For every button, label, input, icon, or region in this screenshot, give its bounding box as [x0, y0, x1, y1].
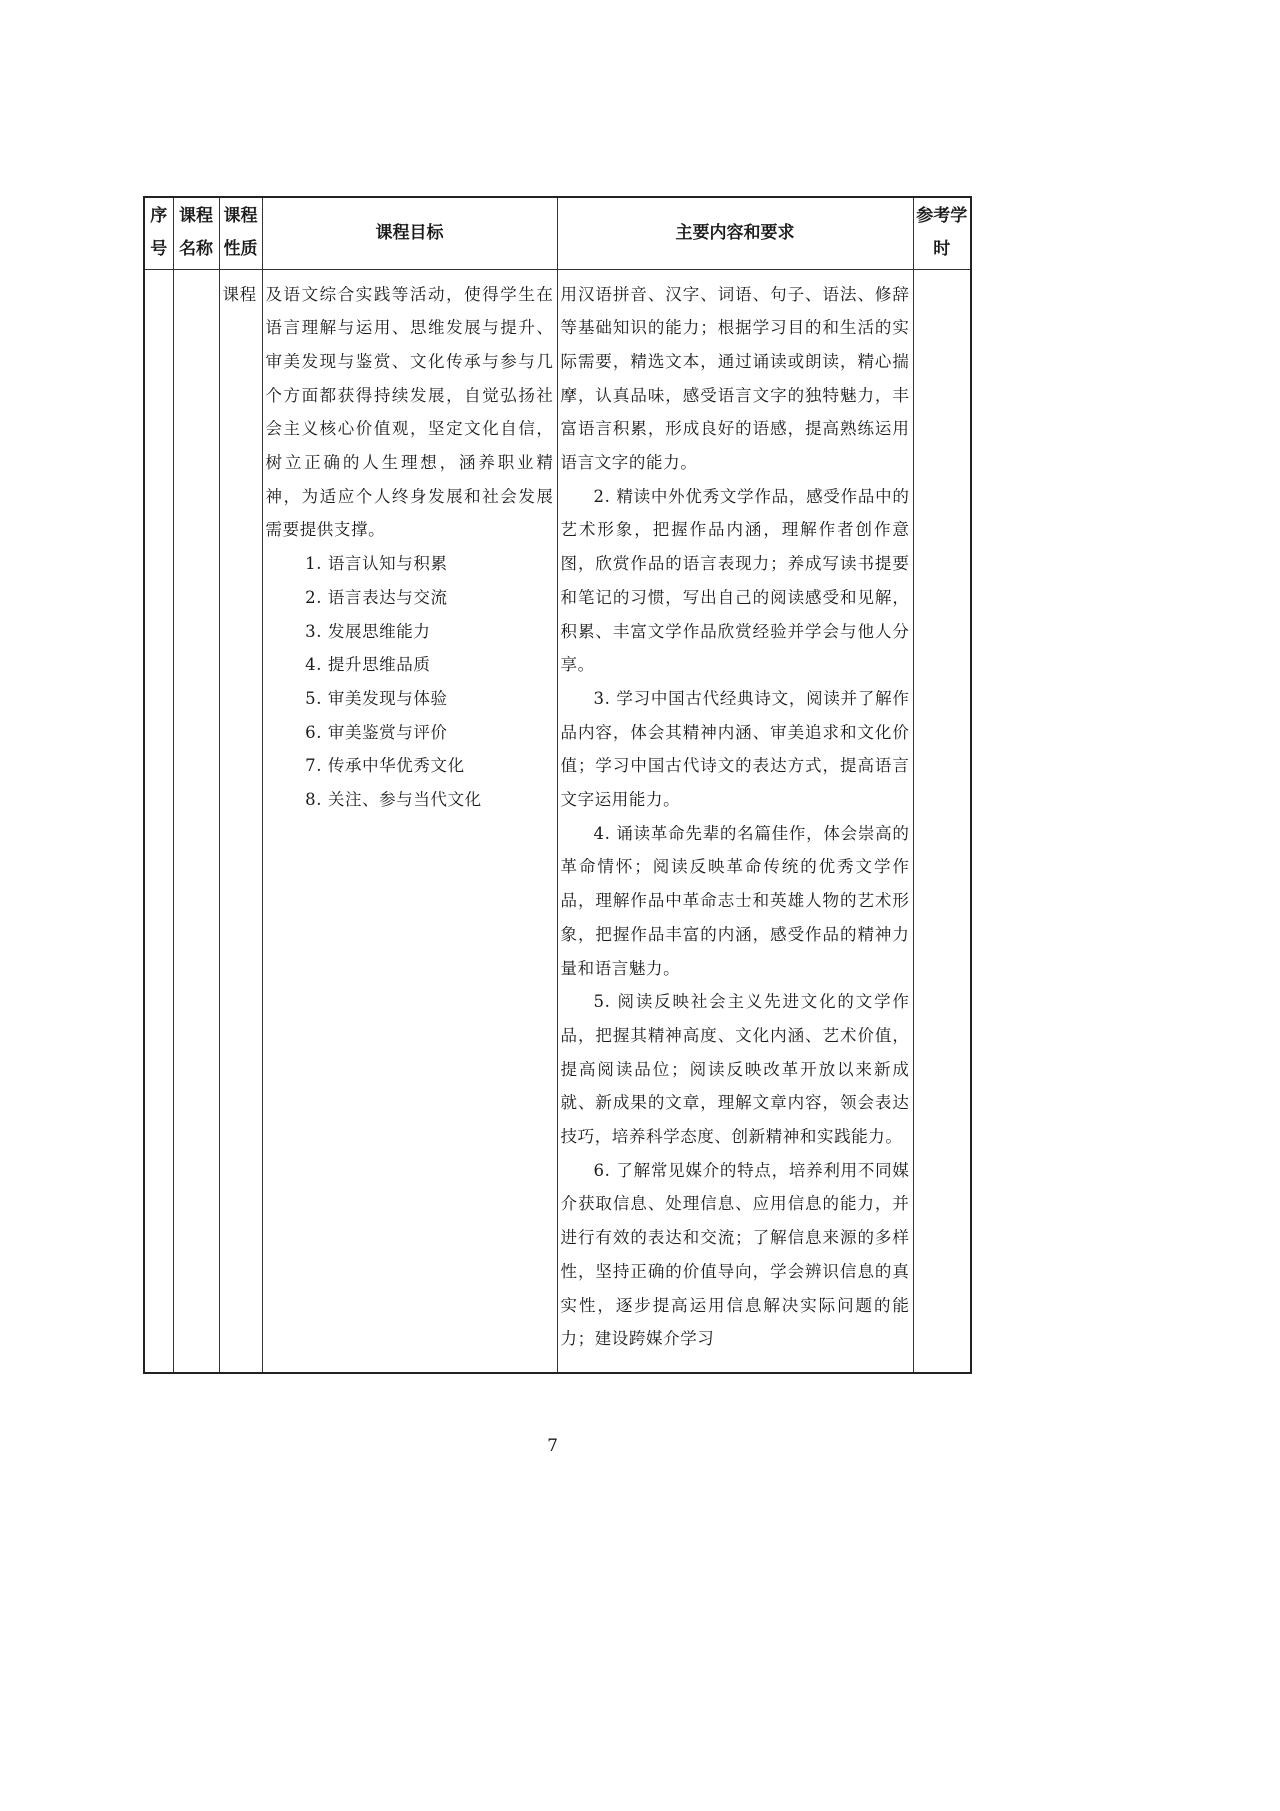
- cell-course-nature: [219, 269, 262, 1373]
- content-paragraph: 2. 精读中外优秀文学作品，感受作品中的艺术形象，把握作品内涵，理解作者创作意图，欣赏作品的语言表现力；养成写读书提要和笔记的习惯，写出自己的阅读感受和见解，积累、丰富文学作品欣赏经验并学会与他人分享。: [560, 486, 910, 675]
- goal-list-item: 1. 语言认知与积累: [305, 554, 448, 574]
- content-paragraph: 用汉语拼音、汉字、词语、句子、语法、修辞等基础知识的能力；根据学习目的和生活的实际需要，精选文本，通过诵读或朗读，精心揣摩，认真品味，感受语言文字的独特魅力，丰富语言积累，形成良好的语感，提高熟练运用语言文字的能力。: [560, 284, 910, 473]
- content-paragraph: 6. 了解常见媒介的特点，培养利用不同媒介获取信息、处理信息、应用信息的能力，并进行有效的表达和交流；了解信息来源的多样性，坚持正确的价值导向，学会辨识信息的真实性，逐步提高运用信息解决实际问题的能力；建设跨媒介学习: [560, 1160, 910, 1349]
- header-course-nature: 课程性质: [219, 197, 262, 269]
- course-nature-text: 课程: [222, 284, 257, 304]
- header-course-name: 课程名称: [173, 197, 219, 269]
- cell-index: [144, 269, 173, 1373]
- table-header-row: [144, 197, 971, 269]
- content-paragraph: 3. 学习中国古代经典诗文，阅读并了解作品内容，体会其精神内涵、审美追求和文化价值；学习中国古代诗文的表达方式，提高语言文字运用能力。: [560, 688, 910, 810]
- header-main-content: 主要内容和要求: [557, 197, 913, 269]
- goals-intro: 及语文综合实践等活动，使得学生在语言理解与运用、思维发展与提升、审美发现与鉴赏、文化传承与参与几个方面都获得持续发展，自觉弘扬社会主义核心价值观，坚定文化自信，树立正确的人生理想，涵养职业精神，为适应个人终身发展和社会发展需要提供支撑。: [265, 284, 554, 540]
- header-index: 序号: [144, 197, 173, 269]
- course-table: [143, 196, 972, 1374]
- header-course-goals: 课程目标: [262, 197, 557, 269]
- goal-list-item: 3. 发展思维能力: [305, 621, 431, 641]
- goals-list: [266, 547, 554, 817]
- cell-main-content: [557, 269, 913, 1373]
- goal-list-item: 8. 关注、参与当代文化: [305, 790, 482, 810]
- table-row: [144, 269, 971, 1373]
- cell-reference-hours: [913, 269, 971, 1373]
- goal-list-item: 6. 审美鉴赏与评价: [305, 722, 448, 742]
- content-paragraph: 4. 诵读革命先辈的名篇佳作，体会崇高的革命情怀；阅读反映革命传统的优秀文学作品，理解作品中革命志士和英雄人物的艺术形象，把握作品丰富的内涵，感受作品的精神力量和语言魅力。: [560, 823, 910, 978]
- goal-list-item: 5. 审美发现与体验: [305, 688, 448, 708]
- goal-list-item: 7. 传承中华优秀文化: [305, 756, 465, 776]
- goal-list-item: 4. 提升思维品质: [305, 655, 431, 675]
- cell-course-name: [173, 269, 219, 1373]
- page-number: 7: [547, 1436, 558, 1456]
- cell-course-goals: [262, 269, 557, 1373]
- header-reference-hours: 参考学时: [913, 197, 971, 269]
- content-paragraph: 5. 阅读反映社会主义先进文化的文学作品，把握其精神高度、文化内涵、艺术价值，提高阅读品位；阅读反映改革开放以来新成就、新成果的文章，理解文章内容，领会表达技巧，培养科学态度、创新精神和实践能力。: [560, 992, 910, 1147]
- goal-list-item: 2. 语言表达与交流: [305, 587, 448, 607]
